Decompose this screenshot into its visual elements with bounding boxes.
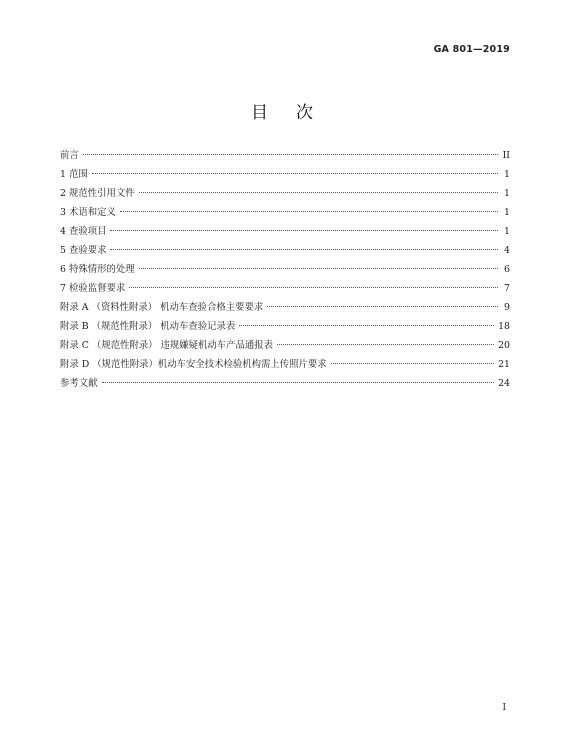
toc-entry-label: 2 规范性引用文件 bbox=[60, 188, 135, 199]
toc-entry-label: 附录 A （资料性附录） 机动车查验合格主要要求 bbox=[60, 302, 264, 313]
toc-entry-label: 附录 B （规范性附录） 机动车查验记录表 bbox=[60, 321, 236, 332]
table-of-contents bbox=[60, 146, 510, 393]
toc-entry[interactable] bbox=[60, 184, 510, 203]
toc-entry-label: 参考文献 bbox=[60, 378, 98, 389]
standard-code: GA 801—2019 bbox=[433, 44, 510, 55]
toc-leader-dots bbox=[139, 192, 498, 193]
toc-entry[interactable] bbox=[60, 336, 510, 355]
toc-entry-page: 21 bbox=[498, 359, 510, 370]
toc-entry-page: 1 bbox=[504, 169, 510, 180]
toc-entry[interactable] bbox=[60, 279, 510, 298]
toc-leader-dots bbox=[83, 154, 498, 155]
toc-entry-label: 3 术语和定义 bbox=[60, 207, 116, 218]
toc-entry-page: 1 bbox=[504, 226, 510, 237]
toc-leader-dots bbox=[267, 306, 498, 307]
toc-entry-page: 1 bbox=[504, 207, 510, 218]
toc-leader-dots bbox=[277, 344, 494, 345]
page-title: 目次 bbox=[251, 103, 341, 123]
toc-entry[interactable] bbox=[60, 146, 510, 165]
toc-entry-label: 前言 bbox=[60, 150, 79, 161]
toc-leader-dots bbox=[92, 173, 498, 174]
toc-entry[interactable] bbox=[60, 298, 510, 317]
toc-leader-dots bbox=[120, 211, 498, 212]
toc-entry-page: 4 bbox=[504, 245, 510, 256]
toc-entry-label: 附录 C （规范性附录） 违规嫌疑机动车产品通报表 bbox=[60, 340, 273, 351]
page-number: I bbox=[502, 703, 506, 713]
toc-entry-page: 18 bbox=[498, 321, 510, 332]
toc-entry[interactable] bbox=[60, 260, 510, 279]
toc-entry[interactable] bbox=[60, 165, 510, 184]
toc-leader-dots bbox=[129, 287, 498, 288]
toc-entry-page: 6 bbox=[504, 264, 510, 275]
toc-entry-page: 1 bbox=[504, 188, 510, 199]
toc-leader-dots bbox=[239, 325, 494, 326]
toc-entry-label: 4 查验项目 bbox=[60, 226, 107, 237]
toc-entry-page: II bbox=[502, 150, 510, 161]
toc-leader-dots bbox=[139, 268, 498, 269]
toc-entry-label: 7 检验监督要求 bbox=[60, 283, 126, 294]
toc-entry-label: 6 特殊情形的处理 bbox=[60, 264, 135, 275]
toc-entry-label: 5 查验要求 bbox=[60, 245, 107, 256]
toc-entry-page: 20 bbox=[498, 340, 510, 351]
toc-entry[interactable] bbox=[60, 222, 510, 241]
toc-entry[interactable] bbox=[60, 203, 510, 222]
toc-leader-dots bbox=[102, 382, 495, 383]
toc-entry-page: 24 bbox=[498, 378, 510, 389]
toc-entry-page: 9 bbox=[504, 302, 510, 313]
toc-leader-dots bbox=[110, 230, 498, 231]
toc-entry-label: 附录 D （规范性附录）机动车安全技术检验机构需上传照片要求 bbox=[60, 359, 327, 370]
toc-entry[interactable] bbox=[60, 355, 510, 374]
toc-entry-label: 1 范围 bbox=[60, 169, 88, 180]
toc-leader-dots bbox=[110, 249, 498, 250]
toc-entry[interactable] bbox=[60, 317, 510, 336]
toc-leader-dots bbox=[331, 363, 494, 364]
toc-entry-page: 7 bbox=[504, 283, 510, 294]
toc-entry[interactable] bbox=[60, 374, 510, 393]
toc-entry[interactable] bbox=[60, 241, 510, 260]
